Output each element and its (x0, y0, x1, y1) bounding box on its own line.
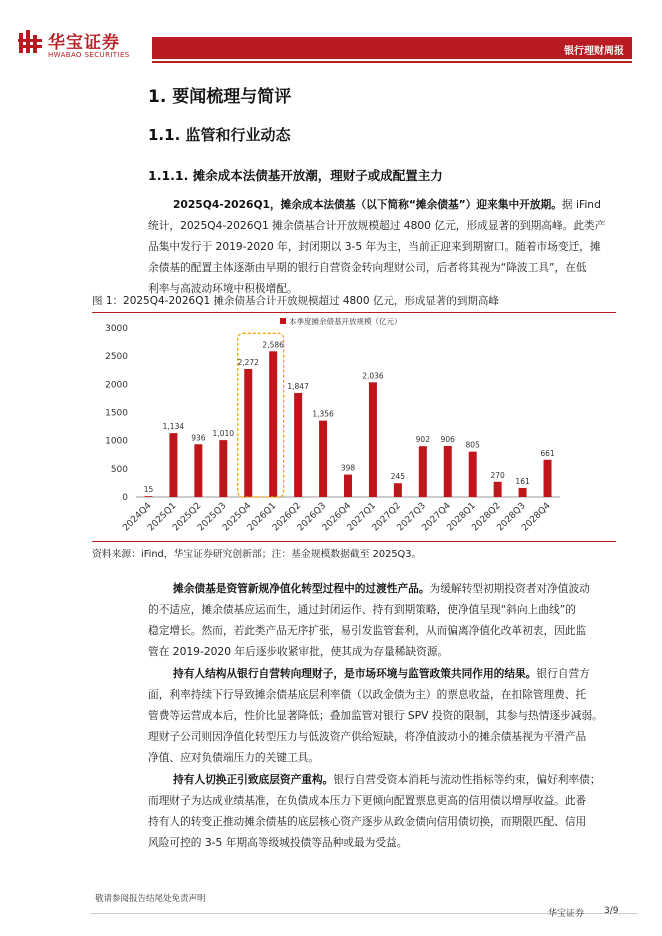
bar (344, 475, 352, 497)
paragraph-3-line: 管费等运营成本后，性价比显著降低；叠加监管对银行 SPV 投资的限制，其参与热情逐步减弱。 (148, 709, 603, 722)
logo-mark-icon (18, 30, 44, 54)
company-logo (18, 30, 158, 64)
bar (369, 382, 377, 497)
y-tick-label: 1000 (105, 436, 128, 447)
data-label: 936 (191, 433, 206, 443)
section-heading-1-1-1: 1.1.1. 摊余成本法债基开放潮，理财子或成配置主力 (148, 168, 443, 183)
x-tick-label: 2027Q2 (370, 501, 404, 534)
data-label: 2,036 (362, 371, 384, 381)
paragraph-2-line: 稳定增长。然而，若此类产品无序扩张，易引发监管套利，从而偏离净值化改革初衷，因此监 (148, 624, 587, 637)
footer-company: 华宝证券 (548, 909, 585, 919)
x-tick-label: 2027Q1 (345, 501, 379, 534)
bar (394, 483, 402, 497)
figure-source: 资料来源：iFind，华宝证券研究创新部；注：基金规模数据截至 2025Q3。 (92, 549, 422, 560)
figure-caption: 图 1：2025Q4-2026Q1 摊余债基合计开放规模超过 4800 亿元，形成显著的到期高峰 (92, 295, 499, 307)
data-label: 1,010 (212, 429, 235, 439)
paragraph-4-tail: 银行自营受资本消耗与流动性指标等约束，偏好利率债； (333, 773, 601, 786)
x-tick-label: 2027Q4 (420, 501, 453, 534)
x-tick-label: 2026Q4 (320, 501, 354, 534)
footer-disclaimer: 敬请参阅报告结尾处免责声明 (95, 894, 206, 904)
data-label: 245 (390, 472, 406, 482)
x-tick-label: 2026Q1 (245, 501, 279, 534)
paragraph-4-line: 持有人的转变正推动摊余债基的底层核心资产逐步从政金债向信用债切换，而期限匹配、信用 (148, 815, 587, 828)
bar (494, 482, 502, 497)
logo-english-name: HWABAO SECURITIES (48, 51, 130, 59)
data-label: 906 (440, 434, 455, 444)
paragraph-1-lead: 2025Q4-2026Q1，摊余成本法债基（以下简称“摊余债基”）迎来集中开放期。 (173, 198, 562, 211)
y-tick-label: 500 (110, 464, 128, 475)
header-band (152, 37, 632, 59)
legend-swatch (280, 318, 286, 324)
bar (294, 393, 302, 497)
page-number: 3/9 (604, 906, 619, 916)
paragraph-4-line: 风险可控的 3-5 年期高等级城投债等品种或最为受益。 (148, 836, 408, 849)
bar (219, 440, 227, 497)
bar (244, 369, 252, 497)
x-tick-label: 2026Q2 (270, 501, 304, 534)
paragraph-1-tail: 据 iFind (561, 198, 601, 211)
paragraph-3-lead: 持有人结构从银行自营转向理财子，是市场环境与监管政策共同作用的结果。 (173, 667, 537, 680)
bar (444, 446, 452, 497)
x-tick-label: 2026Q3 (295, 501, 329, 534)
data-label: 161 (515, 476, 530, 486)
data-label: 270 (490, 470, 505, 480)
x-tick-label: 2027Q3 (395, 501, 428, 534)
logo-chinese-name: 华宝证券 (48, 33, 120, 53)
data-label: 398 (340, 463, 356, 473)
paragraph-3-line: 净值、应对负债端压力的关键工具。 (148, 751, 320, 764)
y-tick-label: 0 (122, 493, 128, 503)
paragraph-1-line: 品集中发行于 2019-2020 年，封闭期以 3-5 年为主，当前正迎来到期窗口。随着市场变迁，摊 (148, 240, 601, 253)
bar (519, 488, 527, 497)
x-tick-label: 2028Q4 (520, 501, 553, 534)
paragraph-3-tail: 银行自营方 (536, 667, 590, 680)
x-tick-label: 2028Q3 (495, 501, 528, 534)
section-heading-1-1: 1.1. 监管和行业动态 (148, 126, 291, 144)
report-type-label: 银行理财周报 (564, 46, 624, 57)
paragraph-4-lead: 持有人切换正引致底层资产重构。 (173, 773, 334, 786)
paragraph-3-line: 理财子公司则因净值化转型压力与低波资产供给短缺，将净值波动小的摊余债基视为平滑产品 (148, 730, 587, 743)
paragraph-2-tail: 为缓解转型初期投资者对净值波动 (429, 582, 590, 595)
paragraph-1-line: 利率与高波动环境中积极增配。 (148, 282, 298, 295)
legend-label: 本季度摊余债基开放规模（亿元） (289, 317, 402, 326)
paragraph-3-line: 面，利率持续下行导致摊余债基底层利率债（以政金债为主）的票息收益，在扣除管理费、托 (148, 688, 587, 701)
x-tick-label: 2028Q2 (470, 501, 503, 534)
y-tick-label: 2000 (105, 380, 128, 391)
x-tick-label: 2025Q4 (221, 501, 254, 534)
data-label: 661 (540, 448, 555, 458)
x-tick-label: 2025Q1 (146, 501, 179, 534)
data-label: 902 (415, 435, 430, 445)
bar (194, 444, 202, 497)
paragraph-3 (148, 663, 658, 768)
x-tick-label: 2025Q3 (196, 501, 229, 534)
paragraph-2-lead: 摊余债基是资管新规净值化转型过程中的过渡性产品。 (173, 582, 430, 595)
figure-top-rule (92, 312, 616, 313)
x-tick-label: 2025Q2 (171, 501, 204, 534)
data-label: 15 (143, 485, 154, 495)
y-tick-label: 3000 (105, 324, 128, 334)
paragraph-1 (148, 194, 658, 299)
y-tick-label: 2500 (105, 352, 128, 363)
data-label: 1,847 (287, 381, 309, 391)
data-label: 2,272 (237, 358, 259, 368)
data-label: 1,356 (312, 409, 334, 419)
x-tick-label: 2028Q1 (445, 501, 478, 534)
paragraph-2-line: 管在 2019-2020 年后逐步收紧审批，使其成为存量稀缺资源。 (148, 645, 449, 658)
x-tick-label: 2024Q4 (121, 501, 154, 534)
bar (144, 496, 152, 497)
bar (169, 433, 177, 497)
section-heading-1: 1. 要闻梳理与简评 (148, 87, 292, 107)
bar (469, 452, 477, 497)
paragraph-4 (148, 769, 658, 853)
header-stripe (152, 61, 632, 63)
bar-chart (90, 314, 620, 538)
data-label: 1,134 (162, 422, 185, 432)
figure-bottom-rule (92, 541, 616, 542)
bar (319, 421, 327, 497)
paragraph-1-line: 统计，2025Q4-2026Q1 摊余债基合计开放规模超过 4800 亿元，形成显著的到期高峰。此类产 (148, 219, 606, 232)
bar (544, 460, 552, 497)
paragraph-2-line: 的不适应，摊余债基应运而生，通过封闭运作、持有到期策略，使净值呈现“斜向上曲线”的 (148, 603, 576, 616)
y-tick-label: 1500 (105, 408, 128, 419)
bar (269, 351, 277, 497)
paragraph-1-line: 余债基的配置主体逐渐由早期的银行自营资金转向理财公司，后者将其视为“降波工具”，在低 (148, 261, 587, 274)
data-label: 805 (465, 440, 480, 450)
data-label: 2,586 (262, 340, 284, 350)
paragraph-4-line: 而理财子为达成业绩基准，在负债成本压力下更倾向配置票息更高的信用债以增厚收益。此番 (148, 794, 587, 807)
paragraph-2 (148, 578, 658, 662)
bar (419, 446, 427, 497)
